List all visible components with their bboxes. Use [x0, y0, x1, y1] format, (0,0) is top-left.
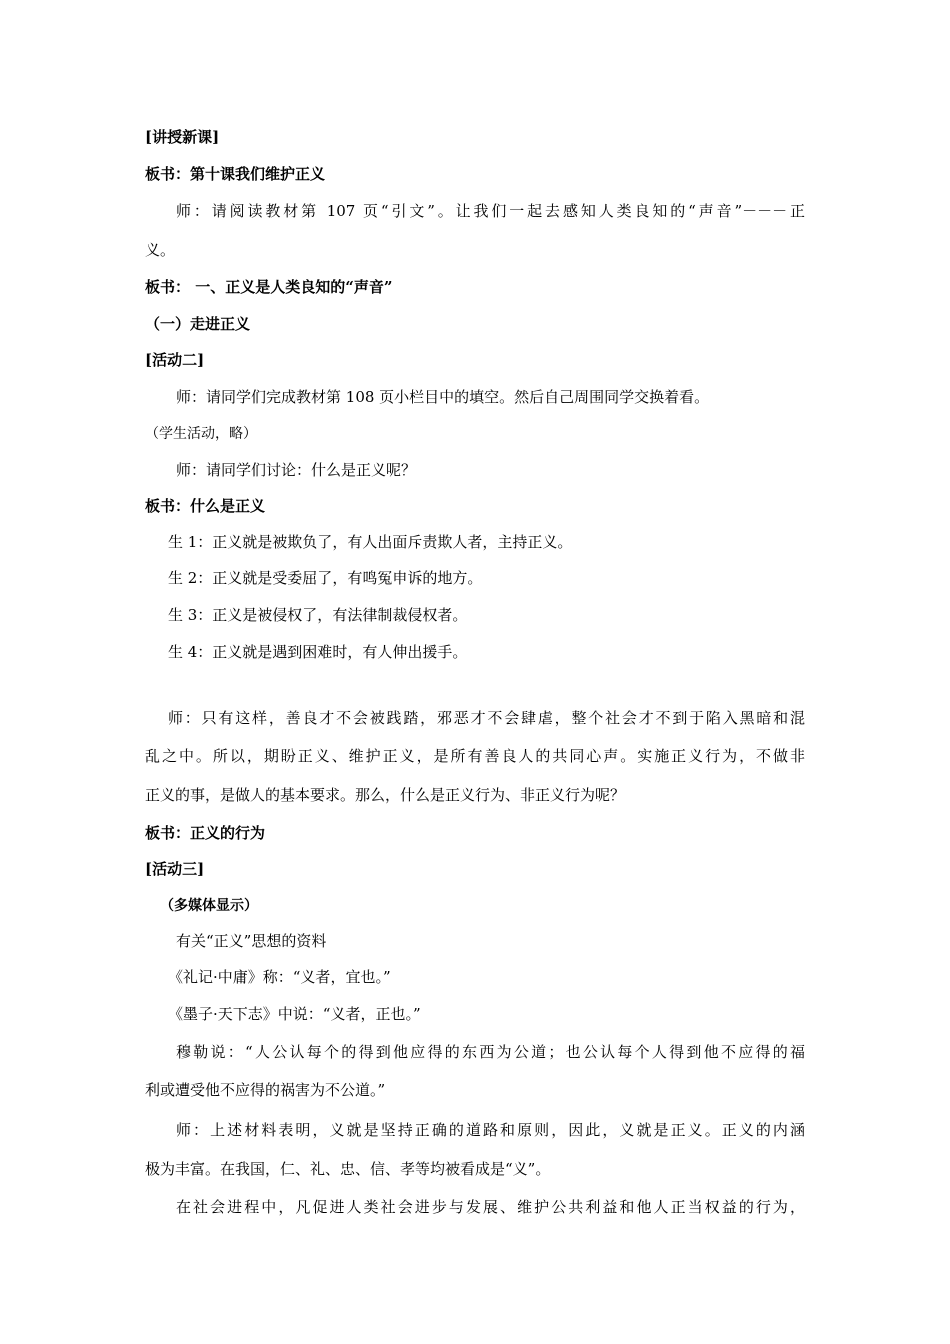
paragraph-line: 师：上述材料表明，义就是坚持正确的道路和原则，因此，义就是正义。正义的内涵: [176, 1121, 805, 1139]
paragraph-line: 义。: [145, 241, 176, 259]
student-answer: 生 3：正义是被侵权了，有法律制裁侵权者。: [168, 606, 468, 624]
paragraph-line: 师：请阅读教材第 107 页“引文”。让我们一起去感知人类良知的“声音”－－－正: [176, 202, 805, 220]
paragraph-line: 师：只有这样，善良才不会被践踏，邪恶才不会肆虐，整个社会才不到于陷入黑暗和混: [168, 709, 805, 727]
quote-line: 《墨子·天下志》中说：“义者，正也。”: [168, 1005, 421, 1023]
material-title: 有关“正义”思想的资料: [176, 932, 327, 950]
blackboard-heading-1: 板书： 一、正义是人类良知的“声音”: [145, 278, 393, 296]
blackboard-title: 板书：第十课我们维护正义: [145, 165, 326, 183]
quote-line: 《礼记·中庸》称：“义者，宜也。”: [168, 968, 391, 986]
student-answer: 生 2：正义就是受委屈了，有鸣冤申诉的地方。: [168, 569, 483, 587]
student-answer: 生 4：正义就是遇到困难时，有人伸出援手。: [168, 643, 468, 661]
activity-two-heading: [活动二]: [145, 351, 205, 369]
paragraph-line: 乱之中。所以，期盼正义、维护正义，是所有善良人的共同心声。实施正义行为，不做非: [145, 747, 805, 765]
subheading-enter-justice: （一）走进正义: [145, 315, 251, 333]
paragraph-line: 极为丰富。在我国，仁、礼、忠、信、孝等均被看成是“义”。: [145, 1160, 551, 1178]
quote-line: 穆勒说：“人公认每个的得到他应得的东西为公道；也公认每个人得到他不应得的福: [176, 1043, 805, 1061]
quote-line: 利或遭受他不应得的祸害为不公道。”: [145, 1081, 386, 1099]
activity-three-heading: [活动三]: [145, 860, 205, 878]
paragraph-line: 在社会进程中，凡促进人类社会进步与发展、维护公共利益和他人正当权益的行为，: [176, 1198, 805, 1216]
paragraph-line: 师：请同学们讨论：什么是正义呢？: [176, 461, 417, 479]
blackboard-just-behavior: 板书：正义的行为: [145, 824, 266, 842]
section-heading-new-lesson: [讲授新课]: [145, 128, 220, 146]
paragraph-line: 师：请同学们完成教材第 108 页小栏目中的填空。然后自己周围同学交换着看。: [176, 388, 710, 406]
student-activity-note: （学生活动，略）: [145, 426, 257, 442]
multimedia-note: （多媒体显示）: [160, 898, 258, 914]
blackboard-what-is-justice: 板书：什么是正义: [145, 497, 266, 515]
paragraph-line: 正义的事，是做人的基本要求。那么，什么是正义行为、非正义行为呢？: [145, 786, 626, 804]
student-answer: 生 1：正义就是被欺负了，有人出面斥责欺人者，主持正义。: [168, 533, 573, 551]
